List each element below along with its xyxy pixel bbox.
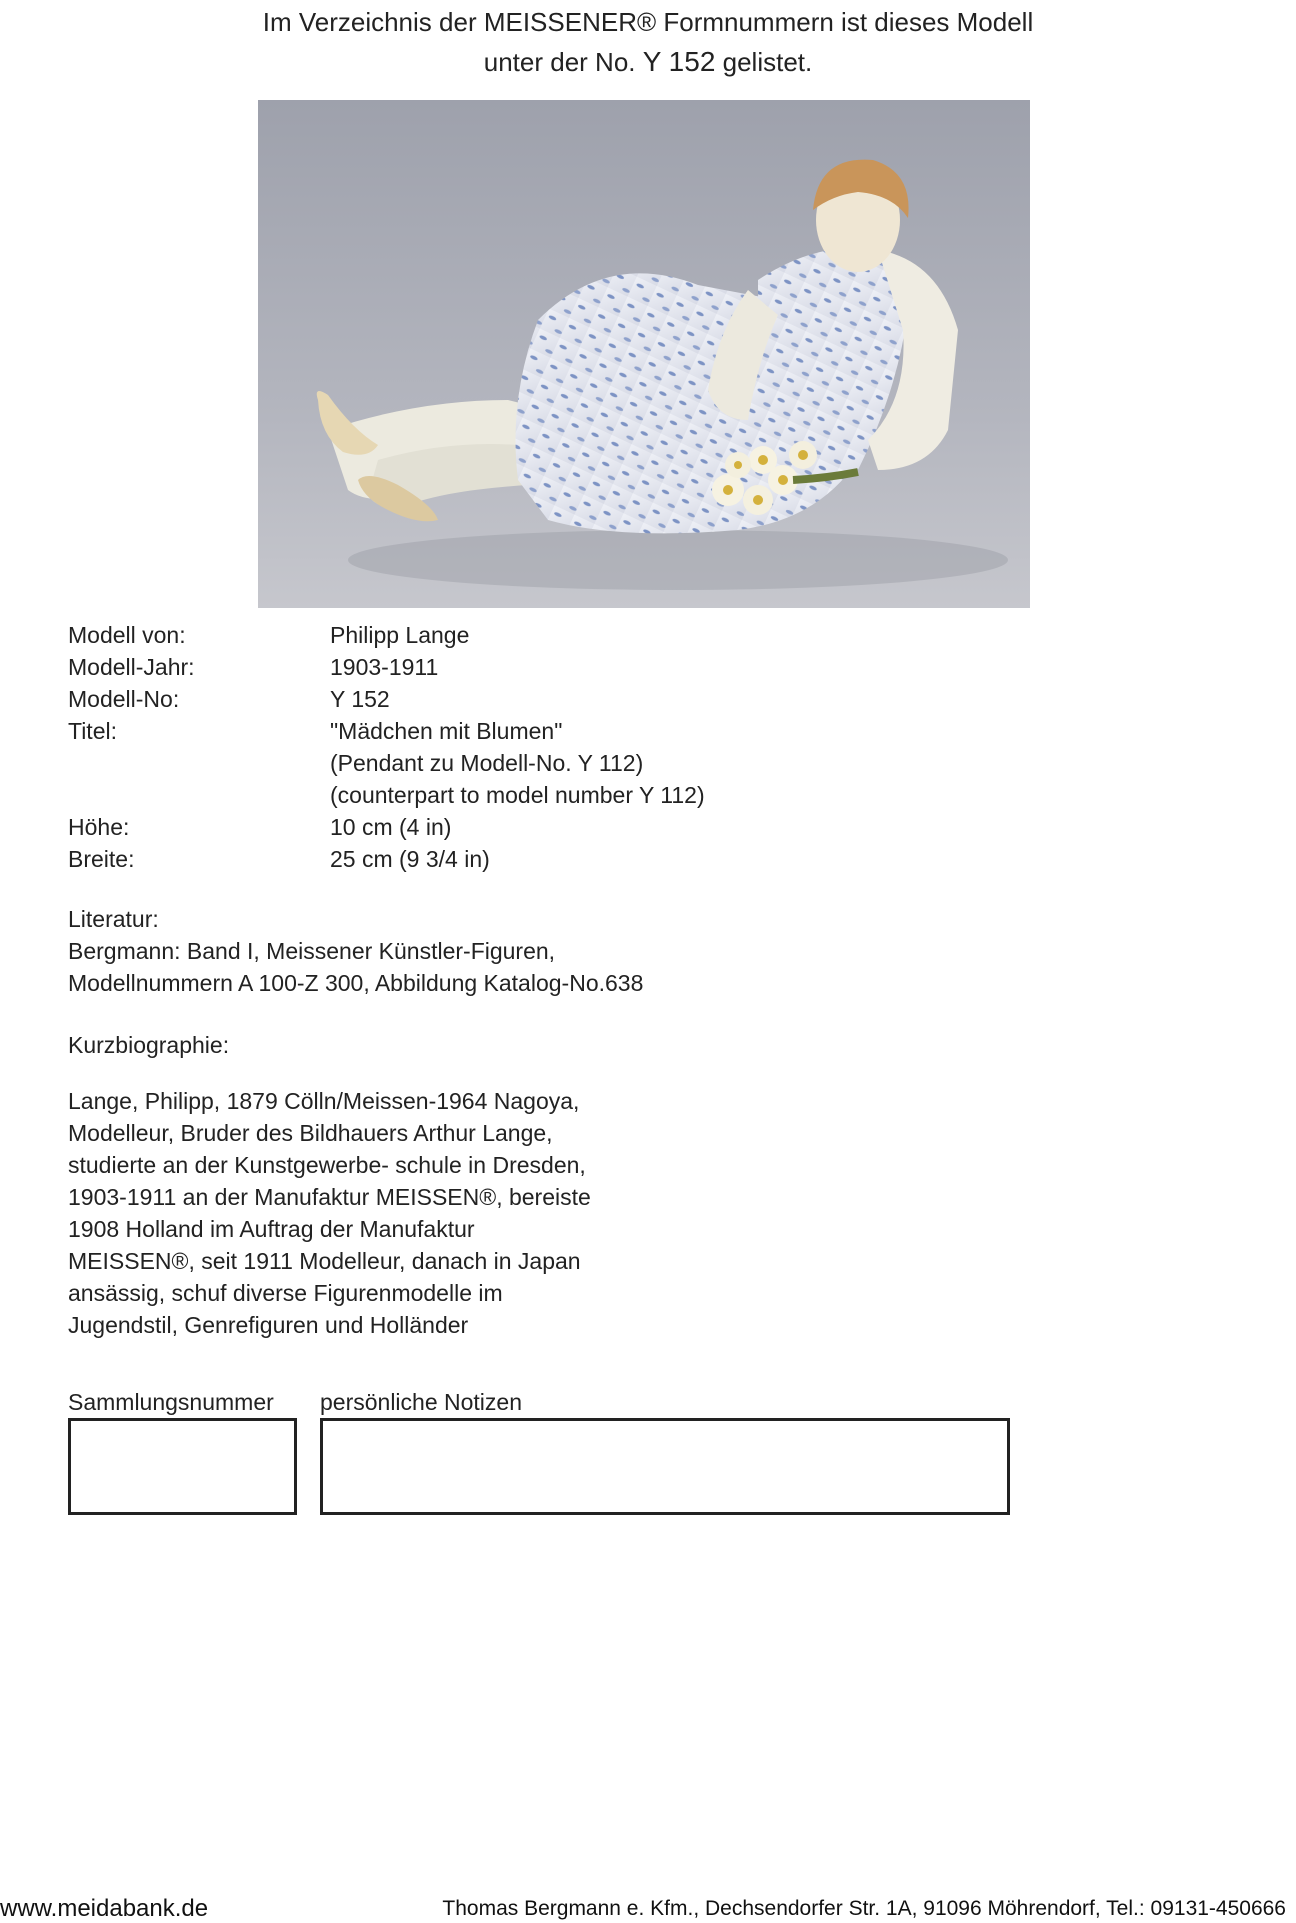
header-prefix: unter der No. bbox=[483, 47, 636, 77]
header-line-2 bbox=[0, 42, 1296, 82]
spec-value-modell-von: Philipp Lange bbox=[330, 622, 470, 648]
sammlungsnummer-field[interactable] bbox=[68, 1418, 297, 1515]
footer-website[interactable]: www.meidabank.de bbox=[0, 1895, 209, 1922]
titel-line: (counterpart to model number Y 112) bbox=[330, 782, 705, 808]
literatur-line: Bergmann: Band I, Meissener Künstler-Figuren, bbox=[68, 938, 556, 964]
spec-label: Modell-Jahr: bbox=[68, 654, 195, 680]
titel-line: (Pendant zu Modell-No. Y 112) bbox=[330, 750, 644, 776]
spec-value-breite: 25 cm (9 3/4 in) bbox=[330, 846, 490, 872]
bio-line: Modelleur, Bruder des Bildhauers Arthur Lange, bbox=[68, 1120, 553, 1146]
spec-row-titel bbox=[68, 715, 1168, 811]
bio-line: Jugendstil, Genrefiguren und Holländer bbox=[68, 1312, 469, 1338]
bio-line: studierte an der Kunstgewerbe- schule in Dresden, bbox=[68, 1152, 586, 1178]
spec-row-breite bbox=[68, 843, 1168, 875]
notizen-field[interactable] bbox=[320, 1418, 1010, 1515]
kurzbiographie-heading: Kurzbiographie: bbox=[68, 1032, 230, 1058]
titel-line: "Mädchen mit Blumen" bbox=[330, 718, 563, 744]
header-line-1: Im Verzeichnis der MEISSENER® Formnummern ist dieses Modell bbox=[262, 7, 1034, 37]
bio-line: ansässig, schuf diverse Figurenmodelle im bbox=[68, 1280, 503, 1306]
figurine-photo bbox=[258, 100, 1030, 608]
sammlungsnummer-label: Sammlungsnummer bbox=[68, 1389, 274, 1415]
page-header bbox=[0, 2, 1296, 82]
literatur-line: Modellnummern A 100-Z 300, Abbildung Katalog-No.638 bbox=[68, 970, 644, 996]
spec-value-modell-no: Y 152 bbox=[330, 686, 390, 712]
spec-row-modell-von bbox=[68, 619, 1168, 651]
spec-row-modell-no bbox=[68, 683, 1168, 715]
spec-label: Höhe: bbox=[68, 814, 130, 840]
notizen-label: persönliche Notizen bbox=[320, 1389, 523, 1415]
header-suffix: gelistet. bbox=[722, 47, 813, 77]
spec-label: Modell-No: bbox=[68, 686, 180, 712]
header-model-number: Y 152 bbox=[642, 46, 716, 77]
kurzbiographie-text bbox=[68, 1085, 668, 1341]
spec-row-hoehe bbox=[68, 811, 1168, 843]
spec-label: Breite: bbox=[68, 846, 135, 872]
bio-line: 1908 Holland im Auftrag der Manufaktur bbox=[68, 1216, 475, 1242]
spec-value-titel bbox=[330, 715, 1168, 811]
bio-line: 1903-1911 an der Manufaktur MEISSEN®, bereiste bbox=[68, 1184, 591, 1210]
spec-row-modell-jahr bbox=[68, 651, 1168, 683]
literatur-heading: Literatur: bbox=[68, 906, 159, 932]
spec-label: Titel: bbox=[68, 718, 117, 744]
bio-line: Lange, Philipp, 1879 Cölln/Meissen-1964 Nagoya, bbox=[68, 1088, 580, 1114]
literatur-section bbox=[68, 903, 643, 999]
footer-address: Thomas Bergmann e. Kfm., Dechsendorfer Str. 1A, 91096 Möhrendorf, Tel.: 09131-450666 bbox=[442, 1897, 1286, 1920]
spec-value-modell-jahr: 1903-1911 bbox=[330, 654, 439, 680]
spec-value-hoehe: 10 cm (4 in) bbox=[330, 814, 452, 840]
model-specs bbox=[68, 619, 1168, 875]
bio-line: MEISSEN®, seit 1911 Modelleur, danach in Japan bbox=[68, 1248, 581, 1274]
spec-label: Modell von: bbox=[68, 622, 186, 648]
